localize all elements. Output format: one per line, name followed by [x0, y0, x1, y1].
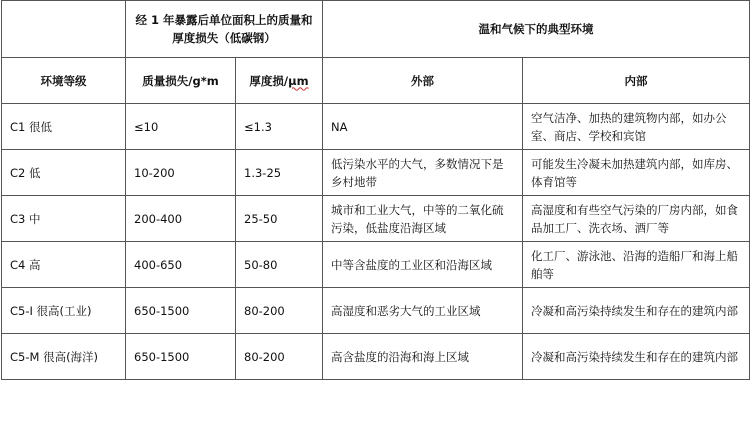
cell-level: C5-M 很高(海洋)	[2, 334, 126, 380]
corner-cell	[2, 1, 126, 58]
cell-outdoor: 高湿度和恶劣大气的工业区域	[323, 288, 523, 334]
table-row	[2, 242, 750, 288]
header-indoor: 内部	[523, 58, 750, 104]
table-row	[2, 288, 750, 334]
cell-indoor: 高湿度和有些空气污染的厂房内部，如食品加工厂、洗衣场、酒厂等	[523, 196, 750, 242]
table-row	[2, 334, 750, 380]
table-row	[2, 196, 750, 242]
cell-level: C4 高	[2, 242, 126, 288]
cell-indoor: 可能发生冷凝未加热建筑内部，如库房、体育馆等	[523, 150, 750, 196]
cell-indoor: 化工厂、游泳池、沿海的造船厂和海上船舶等	[523, 242, 750, 288]
cell-outdoor: 中等含盐度的工业区和沿海区域	[323, 242, 523, 288]
cell-thickness: 25-50	[236, 196, 323, 242]
header-mass-loss: 质量损失/g*m	[126, 58, 236, 104]
cell-mass: 10-200	[126, 150, 236, 196]
header-thickness-loss-prefix: 厚度损/	[249, 73, 289, 88]
cell-outdoor: 高含盐度的沿海和海上区域	[323, 334, 523, 380]
cell-level: C2 低	[2, 150, 126, 196]
cell-outdoor: 城市和工业大气，中等的二氧化硫污染，低盐度沿海区域	[323, 196, 523, 242]
cell-indoor: 冷凝和高污染持续发生和存在的建筑内部	[523, 288, 750, 334]
cell-thickness: 80-200	[236, 288, 323, 334]
header-row-2	[2, 58, 750, 104]
table-row	[2, 104, 750, 150]
cell-mass: 200-400	[126, 196, 236, 242]
header-thickness-loss	[236, 58, 323, 104]
cell-thickness: 50-80	[236, 242, 323, 288]
cell-mass: 400-650	[126, 242, 236, 288]
cell-level: C5-I 很高(工业)	[2, 288, 126, 334]
corrosivity-table	[1, 0, 750, 380]
cell-indoor: 冷凝和高污染持续发生和存在的建筑内部	[523, 334, 750, 380]
cell-level: C1 很低	[2, 104, 126, 150]
cell-outdoor: 低污染水平的大气，多数情况下是乡村地带	[323, 150, 523, 196]
header-group-typical-environment: 温和气候下的典型环境	[323, 1, 750, 58]
header-env-level: 环境等级	[2, 58, 126, 104]
cell-thickness: 1.3-25	[236, 150, 323, 196]
table-row	[2, 150, 750, 196]
header-row-1	[2, 1, 750, 58]
cell-mass: 650-1500	[126, 334, 236, 380]
cell-thickness: 80-200	[236, 334, 323, 380]
header-outdoor: 外部	[323, 58, 523, 104]
cell-level: C3 中	[2, 196, 126, 242]
cell-mass: 650-1500	[126, 288, 236, 334]
cell-outdoor: NA	[323, 104, 523, 150]
cell-thickness: ≤1.3	[236, 104, 323, 150]
cell-mass: ≤10	[126, 104, 236, 150]
cell-indoor: 空气洁净、加热的建筑物内部，如办公室、商店、学校和宾馆	[523, 104, 750, 150]
header-thickness-loss-unit: μm	[288, 73, 309, 88]
header-group-mass-thickness: 经 1 年暴露后单位面积上的质量和厚度损失（低碳钢）	[126, 1, 323, 58]
